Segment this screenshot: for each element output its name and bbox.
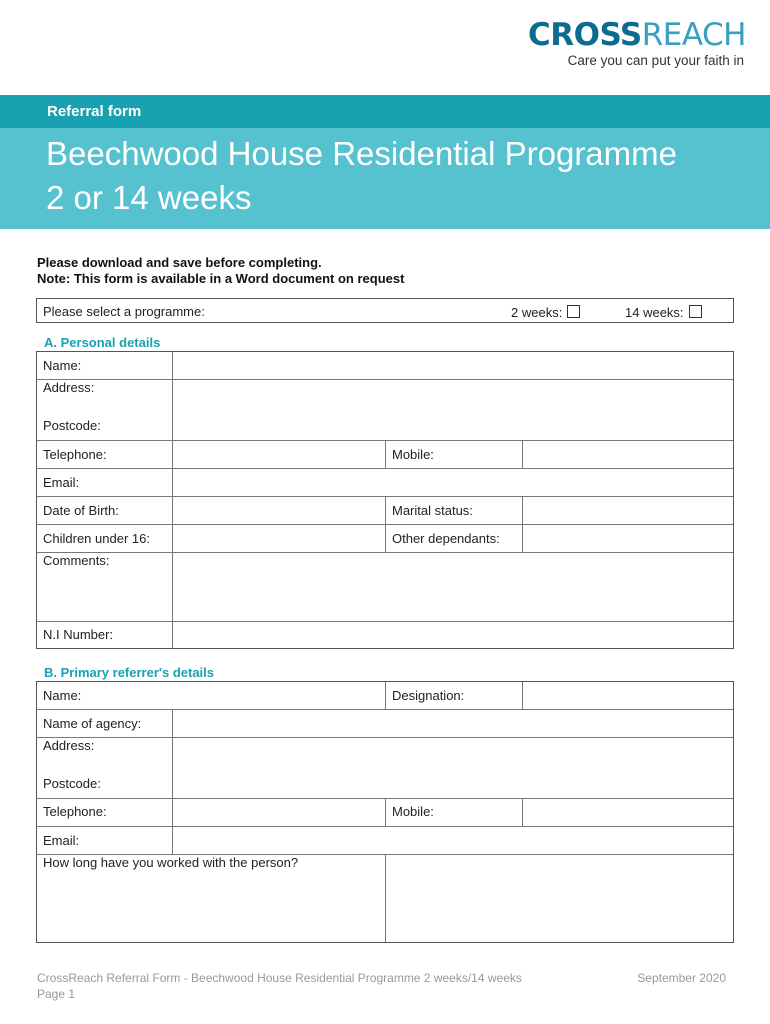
crossreach-logo [528,18,746,68]
b-agency-label: Name of agency: [43,716,142,731]
footer-page-number: Page 1 [37,987,76,1001]
a-ni-label: N.I Number: [43,627,114,642]
a-marital-label: Marital status: [392,503,473,518]
a-telephone-label: Telephone: [43,447,107,462]
b-how-long-field[interactable] [386,855,733,942]
footer-date: September 2020 [637,971,726,985]
b-designation-label: Designation: [392,688,465,703]
a-dob-field[interactable] [173,497,385,524]
a-name-label: Name: [43,358,82,373]
a-mobile-field[interactable] [523,441,733,468]
a-dependants-label: Other dependants: [392,531,500,546]
title-line-2: 2 or 14 weeks [46,179,252,216]
checkbox-2-weeks[interactable] [567,305,580,318]
a-children-label: Children under 16: [43,531,150,546]
a-postcode-label: Postcode: [43,418,101,433]
a-comments-field[interactable] [173,553,733,621]
col-divider [385,497,386,552]
b-email-label: Email: [43,833,80,848]
b-name-field[interactable] [37,682,385,709]
b-name-label: Name: [43,688,82,703]
b-designation-field[interactable] [523,682,733,709]
a-address-field[interactable] [173,380,733,440]
b-mobile-label: Mobile: [392,804,434,819]
a-email-field[interactable] [173,469,733,496]
footer-left [37,970,522,1002]
a-dob-label: Date of Birth: [43,503,119,518]
a-name-field[interactable] [173,352,733,379]
b-postcode-label: Postcode: [43,776,101,791]
option-2-weeks[interactable] [511,305,580,320]
b-telephone-label: Telephone: [43,804,107,819]
intro-line-2: Note: This form is available in a Word document on request [37,271,405,286]
intro-line-1: Please download and save before completing. [37,255,322,270]
a-ni-field[interactable] [173,622,733,648]
checkbox-14-weeks[interactable] [689,305,702,318]
col-divider [385,441,386,468]
intro-text [37,255,404,287]
b-email-field[interactable] [173,827,733,854]
section-a-heading: A. Personal details [44,335,161,350]
b-how-long-label: How long have you worked with the person? [43,855,299,870]
a-children-field[interactable] [173,525,385,552]
b-telephone-field[interactable] [173,799,385,826]
b-address-label: Address: [43,738,95,753]
option-2-weeks-label: 2 weeks: [511,305,563,320]
a-mobile-label: Mobile: [392,447,434,462]
form-type-label: Referral form [47,103,142,120]
footer-doc-title: CrossReach Referral Form - Beechwood House Residential Programme 2 weeks/14 weeks [37,971,522,985]
title-line-1: Beechwood House Residential Programme [46,135,677,172]
b-mobile-field[interactable] [523,799,733,826]
programme-label: Please select a programme: [43,304,205,319]
a-marital-field[interactable] [523,497,733,524]
option-14-weeks[interactable] [625,305,702,320]
a-email-label: Email: [43,475,80,490]
logo-cross-text: CROSS [528,17,642,53]
col-divider [385,799,386,826]
a-address-label: Address: [43,380,95,395]
a-dependants-field[interactable] [523,525,733,552]
page-title [46,132,677,220]
logo-wordmark [528,18,746,52]
a-comments-label: Comments: [43,553,110,568]
logo-tagline: Care you can put your faith in [567,53,744,68]
b-agency-field[interactable] [173,710,733,737]
a-telephone-field[interactable] [173,441,385,468]
b-address-field[interactable] [173,738,733,798]
col-divider [385,682,386,709]
option-14-weeks-label: 14 weeks: [625,305,684,320]
logo-reach-text: REACH [641,17,746,53]
section-b-heading: B. Primary referrer's details [44,665,215,680]
